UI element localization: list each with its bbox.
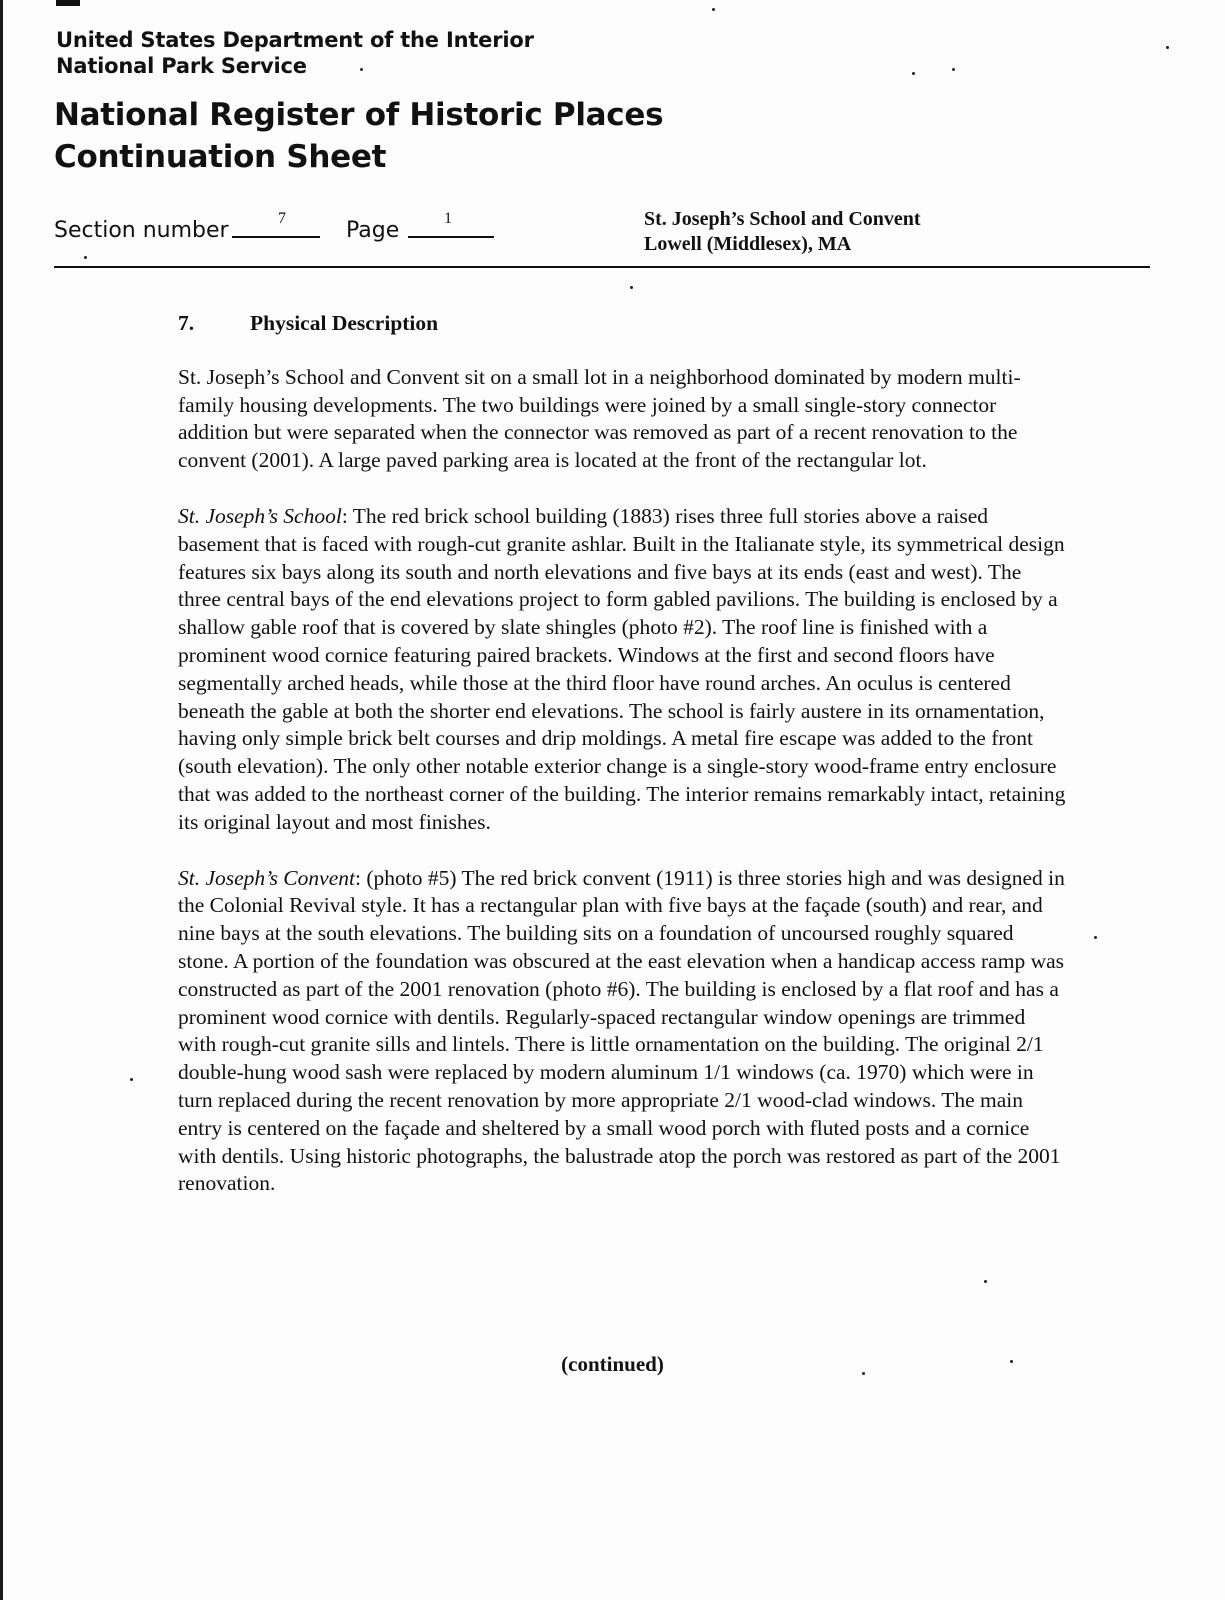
paragraph-convent-text: : (photo #5) The red brick convent (1911) is three stories high and was designed in the Colonial Revival style. It has a rectangular plan with five bays at the façade (south) and rear, and nine bays at the south elevations. The building sits on a foundation of uncoursed roughly squared stone. A portion of the foundation was obscured at the east elevation when a handicap access ramp was constructed as part of the 2001 renovation (photo #6). The building is enclosed by a flat roof and has a prominent wood cornice with dentils. Regularly-spaced rectangular window openings are trimmed with rough-cut granite sills and lintels. There is little ornamentation on the building. The original 2/1 double-hung wood sash were replaced by modern aluminum 1/1 windows (ca. 1970) which were in turn replaced during the recent renovation by more appropriate 2/1 wood-clad windows. The main entry is centered on the façade and sheltered by a small wood porch with fluted posts and a cornice with dentils. Using historic photographs, the balustrade atop the porch was restored as part of the 2001 renovation.: [178, 865, 1065, 1196]
scan-speck: [84, 256, 87, 259]
section-heading: [178, 310, 1068, 338]
paragraph-school-lead: St. Joseph’s School: [178, 503, 342, 528]
continued-note: (continued): [561, 1352, 664, 1376]
section-number-blank: [232, 236, 320, 238]
scan-speck: [712, 8, 715, 11]
scan-speck: [360, 68, 363, 71]
header-rule: [54, 266, 1150, 268]
paragraph-school-text: : The red brick school building (1883) rises three full stories above a raised basement that is faced with rough-cut granite ashlar. Built in the Italianate style, its symmetrical design features six bays along its south and north elevations and five bays at its ends (east and west). The three central bays of the end elevations project to form gabled pavilions. The building is enclosed by a shallow gable roof that is covered by slate shingles (photo #2). The roof line is finished with a prominent wood cornice featuring paired brackets. Windows at the first and second floors have segmentally arched heads, while those at the third floor have round arches. An oculus is centered beneath the gable at both the shorter end elevations. The school is fairly austere in its ornamentation, having only simple brick belt courses and drip moldings. A metal fire escape was added to the front (south elevation). The only other notable exterior change is a single-story wood-frame entry enclosure that was added to the northeast corner of the building. The interior remains remarkably intact, retaining its original layout and most finishes.: [178, 503, 1066, 834]
agency-block: [56, 27, 534, 79]
form-title-line1: National Register of Historic Places: [54, 97, 664, 133]
scan-speck: [984, 1280, 987, 1283]
page-label: Page: [346, 218, 400, 243]
paragraph-convent: [178, 865, 1068, 1199]
page-number-value: 1: [444, 210, 452, 227]
agency-service: National Park Service: [56, 54, 307, 78]
scan-speck: [1010, 1360, 1013, 1363]
section-heading-number: 7.: [178, 311, 195, 335]
agency-department: United States Department of the Interior: [56, 28, 534, 52]
section-number-value: 7: [278, 210, 286, 227]
scan-speck: [1166, 46, 1169, 49]
scan-speck: [912, 72, 915, 75]
property-location: Lowell (Middlesex), MA: [644, 233, 852, 255]
scan-mark: [56, 0, 80, 6]
scan-speck: [630, 286, 633, 289]
scan-speck: [862, 1372, 865, 1375]
form-title-line2: Continuation Sheet: [54, 139, 387, 175]
scan-speck: [952, 68, 955, 71]
section-heading-title: Physical Description: [250, 311, 439, 335]
form-title: [54, 94, 663, 178]
paragraph-intro: St. Joseph’s School and Convent sit on a small lot in a neighborhood dominated by modern multi-family housing developments. The two buildings were joined by a small single-story connector addition but were separated when the connector was removed as part of a recent renovation to the convent (2001). A large paved parking area is located at the front of the rectangular lot.: [178, 364, 1021, 473]
body-text: [178, 310, 1068, 1226]
paragraph-school: [178, 503, 1068, 837]
scan-speck: [1094, 936, 1097, 939]
scan-speck: [130, 1078, 133, 1081]
property-name: St. Joseph’s School and Convent: [644, 208, 921, 230]
section-row: [54, 212, 1154, 252]
section-number-label: Section number: [54, 218, 229, 243]
paragraph-convent-lead: St. Joseph’s Convent: [178, 865, 355, 890]
property-block: [644, 207, 921, 257]
page-number-blank: [408, 236, 494, 238]
